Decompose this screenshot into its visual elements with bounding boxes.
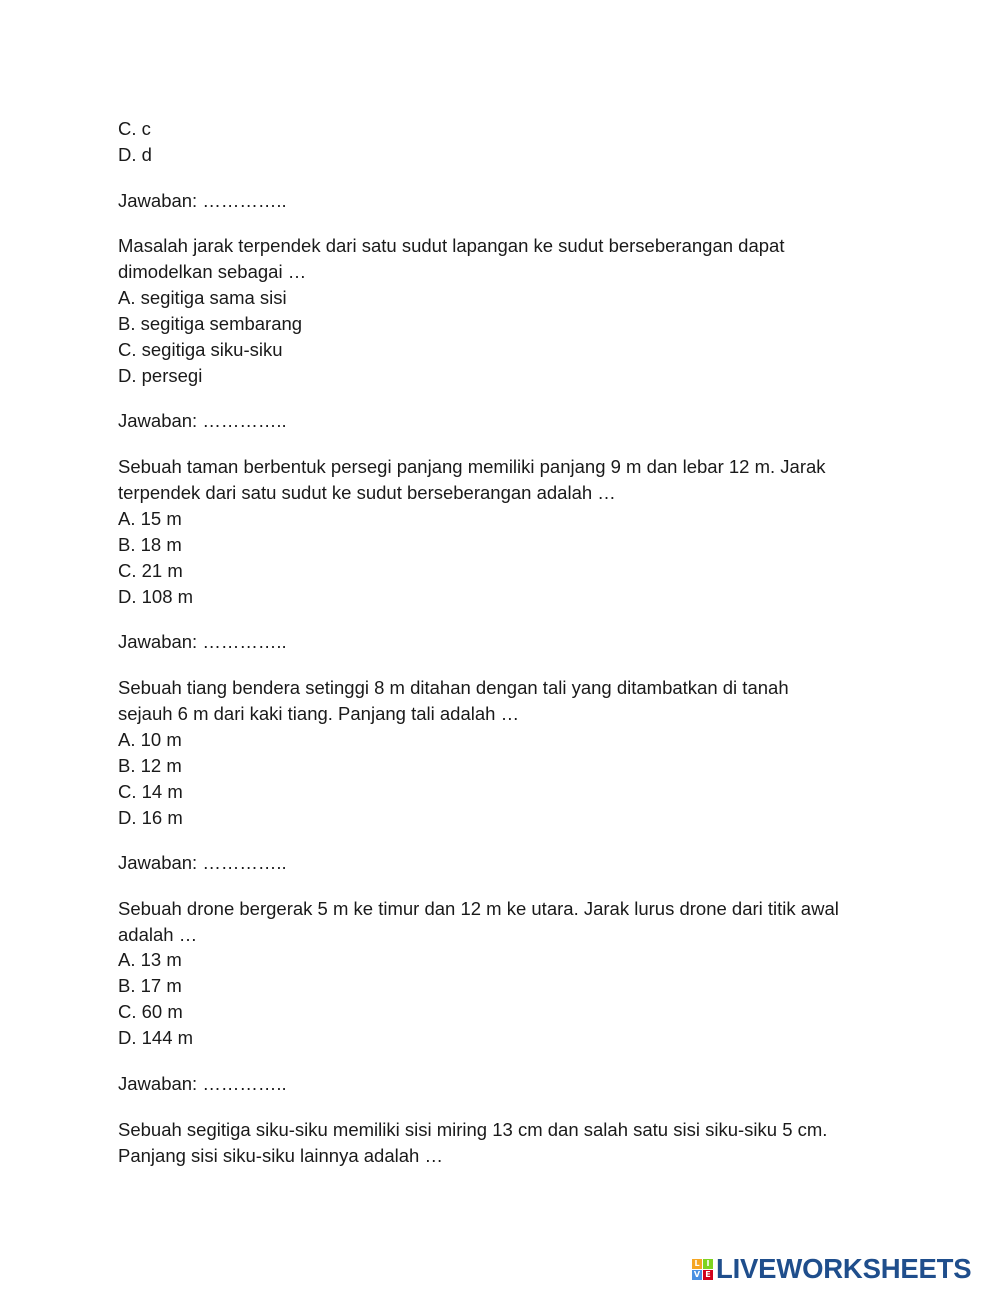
q1-option-b: B. segitiga sembarang (118, 313, 303, 334)
question-5-text-cont: Panjang sisi siku-siku lainnya adalah … (118, 1145, 443, 1166)
answer-blank-2[interactable]: Jawaban: ………….. (118, 410, 287, 431)
question-4-text: Sebuah drone bergerak 5 m ke timur dan 12 m ke utara. Jarak lurus drone dari titik awal (118, 898, 839, 919)
logo-text: LIVEWORKSHEETS (716, 1253, 972, 1284)
option-c-prev: C. c (118, 118, 151, 139)
logo-cell-i: I (703, 1259, 713, 1269)
question-2-text-cont: terpendek dari satu sudut ke sudut berseberangan adalah … (118, 482, 616, 503)
liveworksheets-logo (692, 1255, 971, 1283)
question-3-text-cont: sejauh 6 m dari kaki tiang. Panjang tali adalah … (118, 703, 520, 724)
question-3-text: Sebuah tiang bendera setinggi 8 m ditahan dengan tali yang ditambatkan di tanah (118, 677, 789, 698)
q3-option-c: C. 14 m (118, 781, 183, 802)
q3-option-a: A. 10 m (118, 729, 182, 750)
question-1-text: Masalah jarak terpendek dari satu sudut lapangan ke sudut berseberangan dapat (118, 235, 785, 256)
answer-blank-5[interactable]: Jawaban: ………….. (118, 1073, 287, 1094)
q1-option-d: D. persegi (118, 365, 203, 386)
q1-option-a: A. segitiga sama sisi (118, 287, 287, 308)
logo-cell-l: L (692, 1259, 702, 1269)
question-2-text: Sebuah taman berbentuk persegi panjang memiliki panjang 9 m dan lebar 12 m. Jarak (118, 456, 826, 477)
liveworksheets-logo-icon (692, 1259, 713, 1280)
question-4-text-cont: adalah … (118, 924, 198, 945)
logo-cell-v: V (693, 1269, 701, 1279)
answer-blank-1[interactable]: Jawaban: ………….. (118, 190, 287, 211)
answer-blank-4[interactable]: Jawaban: ………….. (118, 852, 287, 873)
q2-option-a: A. 15 m (118, 508, 182, 529)
q4-option-c: C. 60 m (118, 1001, 183, 1022)
answer-blank-3[interactable]: Jawaban: ………….. (118, 631, 287, 652)
q3-option-d: D. 16 m (118, 807, 183, 828)
question-5-text: Sebuah segitiga siku-siku memiliki sisi miring 13 cm dan salah satu sisi siku-siku 5 cm. (118, 1119, 828, 1140)
q4-option-d: D. 144 m (118, 1027, 194, 1048)
q1-option-c: C. segitiga siku-siku (118, 339, 283, 360)
q2-option-c: C. 21 m (118, 560, 183, 581)
question-1-text-cont: dimodelkan sebagai … (118, 261, 307, 282)
logo-cell-e: E (703, 1270, 713, 1280)
q4-option-a: A. 13 m (118, 949, 182, 970)
q2-option-d: D. 108 m (118, 586, 194, 607)
option-d-prev: D. d (118, 144, 152, 165)
q4-option-b: B. 17 m (118, 975, 182, 996)
q2-option-b: B. 18 m (118, 534, 182, 555)
q3-option-b: B. 12 m (118, 755, 182, 776)
